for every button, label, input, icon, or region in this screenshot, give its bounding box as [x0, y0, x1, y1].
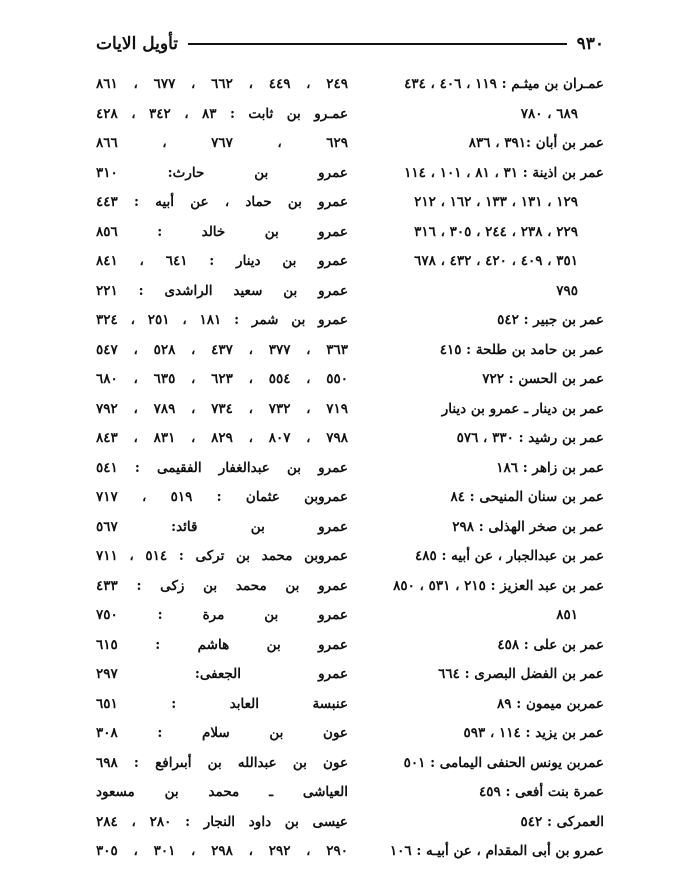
index-entry-line: عمرو بن هاشم : ٦١٥ — [96, 636, 348, 653]
index-entry-line: عمرو بن قائد: ٥٦٧ — [96, 518, 348, 535]
index-entry-line: عمر بن يزيد : ١١٤ ، ٥٩٣ — [463, 725, 604, 741]
index-entry-line: ١٢٩ ، ١٣١ ، ١٣٣ ، ١٦٢ ، ٢١٢ — [414, 194, 578, 210]
index-entry-line: عمروبن عثمان : ٥١٩ ، ٧١٧ — [96, 489, 348, 505]
index-entry-line: عمرو بن شمر : ١٨١ ، ٢٥١ ، ٣٢٤ — [96, 312, 348, 328]
index-entry-line: عمـرو بن ثابت : ٨٣ ، ٣٤٢ ، ٤٢٨ — [96, 105, 348, 122]
index-entry-line: العمركى : ٥٤٢ — [520, 813, 604, 830]
index-entry-line: عمرو بن حارث: ٣١٠ — [96, 164, 348, 181]
index-entry-line: ٢٩٠ ، ٢٩٢ ، ٢٩٨ ، ٣٠١ ، ٣٠٥ — [96, 843, 348, 859]
index-entry-line: ٧١٩ ، ٧٣٢ ، ٧٣٤ ، ٧٨٩ ، ٧٩٢ — [96, 400, 348, 417]
index-entry-line: عمرة بنت أفعى : ٤٥٩ — [479, 784, 604, 800]
index-entry-line: عمر بن دينار ـ عمرو بن دينار — [441, 400, 604, 417]
index-entry-line: عمر بن الحسن : ٧٢٢ — [482, 371, 604, 387]
index-entry-line: عمـران بن ميثـم : ١١٩ ، ٤٠٦ ، ٤٣٤ — [404, 76, 604, 92]
index-entry-line: عون بن عبدالله بن أبىرافع : ٦٩٨ — [96, 754, 348, 771]
index-entry-line: عمرو بن مرة : ٧٥٠ — [96, 607, 348, 623]
index-entry-line: عمرو بن دينار : ٦٤١ ، ٨٤١ — [96, 253, 348, 269]
index-entry-line: عمرو الجعفى: ٢٩٧ — [96, 666, 348, 682]
index-entry-line: ٨٥١ — [556, 607, 578, 623]
index-entry-line: عمرو بن خالد : ٨٥٦ — [96, 223, 348, 240]
index-entry-line: عمر بن الفضل البصرى : ٦٦٤ — [438, 666, 604, 682]
index-entry-line: ٧٩٥ — [556, 282, 578, 299]
index-entry-line: ٥٥٠ ، ٥٥٤ ، ٦٢٣ ، ٦٣٥ ، ٦٨٠ — [96, 371, 348, 387]
index-entry-line: عمروبن محمد بن تركى : ٥١٤ ، ٧١١ — [96, 548, 348, 564]
index-entry-line: عنبسة العابد : ٦٥١ — [96, 695, 348, 712]
index-entry-line: عون بن سلام : ٣٠٨ — [96, 725, 348, 741]
index-column-right — [352, 70, 604, 867]
index-entry-line: ٢٤٩ ، ٤٤٩ ، ٦٦٢ ، ٦٧٧ ، ٨٦١ — [96, 76, 348, 92]
index-entry-line: عمر بن على : ٤٥٨ — [497, 636, 604, 653]
index-entry-line: عمر بن رشيد : ٣٣٠ ، ٥٧٦ — [456, 430, 604, 446]
index-entry-line: العياشى ـ محمد بن مسعود — [96, 784, 348, 800]
index-entry-line: ٣٥١ ، ٤٠٩ ، ٤٢٠ ، ٤٣٢ ، ٦٧٨ — [414, 253, 578, 269]
index-entry-line: عمرو بن سعيد الراشدى : ٢٢١ — [96, 282, 348, 299]
index-entry-line: عمر بن اذينة : ٣١ ، ٨١ ، ١٠١ ، ١١٤ — [404, 164, 604, 181]
page-number: ٩٣٠ — [576, 34, 604, 54]
book-title: تأويل الايات — [96, 34, 178, 54]
index-entry-line: عمر بن عبدالجبار ، عن أبيه : ٤٨٥ — [415, 548, 604, 564]
index-entry-line: عمر بن زاهر : ١٨٦ — [496, 459, 604, 476]
header-rule — [188, 43, 567, 45]
index-entry-line: عمر بن سنان المنيحى : ٨٤ — [450, 489, 604, 505]
index-entry-line: عمرو بن حماد ، عن أبيه : ٤٤٣ — [96, 194, 348, 210]
index-entry-line: عمر بن عبد العزيز : ٢١٥ ، ٥٣١ ، ٨٥٠ — [393, 577, 604, 594]
index-entry-line: عيسى بن داود النجار : ٢٨٠ ، ٢٨٤ — [96, 813, 348, 830]
index-entry-line: عمر بن أبان :٣٩١ ، ٨٣٦ — [468, 135, 604, 151]
index-entry-line: عمر بن صخر الهذلى : ٢٩٨ — [452, 518, 604, 535]
index-entry-line: ٧٩٨ ، ٨٠٧ ، ٨٢٩ ، ٨٣١ ، ٨٤٣ — [96, 430, 348, 446]
index-column-left — [96, 70, 348, 867]
index-entry-line: عمر بن جبير : ٥٤٢ — [497, 312, 604, 328]
index-entry-line: ٣٦٣ ، ٣٧٧ ، ٤٣٧ ، ٥٢٨ ، ٥٤٧ — [96, 341, 348, 358]
index-entry-line: ٦٢٩ ، ٧٦٧ ، ٨٦٦ — [96, 135, 348, 151]
index-entry-line: عمرو بن عبدالغفار الفقيمى : ٥٤١ — [96, 459, 348, 476]
index-entry-line: ٢٢٩ ، ٢٣٨ ، ٢٤٤ ، ٣٠٥ ، ٣١٦ — [414, 223, 578, 240]
index-entry-line: عمر بن حامد بن طلحة : ٤١٥ — [439, 341, 604, 358]
page-header — [96, 30, 604, 58]
index-entry-line: عمربن ميمون : ٨٩ — [497, 695, 604, 712]
index-entry-line: عمرو بن محمد بن زكى : ٤٣٣ — [96, 577, 348, 594]
index-entry-line: عمربن يونس الحنفى اليمامى : ٥٠١ — [403, 754, 604, 771]
index-entry-line: ٦٨٩ ، ٧٨٠ — [520, 105, 578, 122]
index-entry-line: عمرو بن أبى المقدام ، عن أبيـه : ١٠٦ — [389, 843, 604, 859]
